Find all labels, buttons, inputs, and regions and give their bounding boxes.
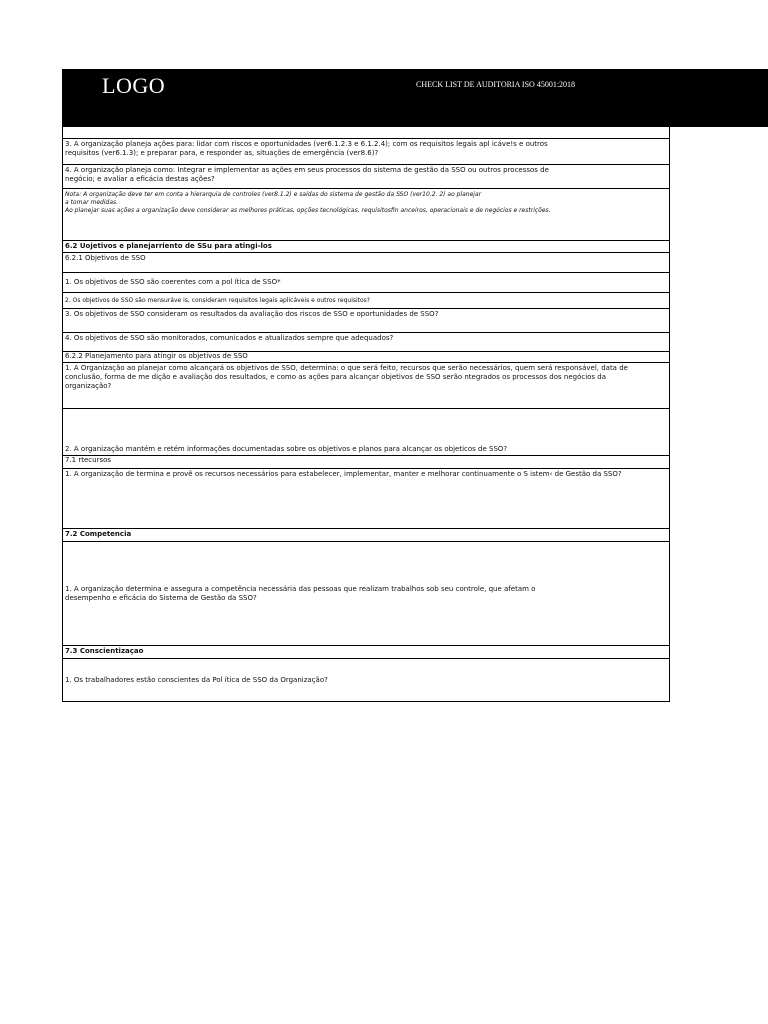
- section-title: 7.1 rtecursos: [65, 456, 112, 464]
- question-row-7-1-1: [63, 469, 669, 529]
- section-title: 7.3 Conscientizaçao: [65, 647, 144, 655]
- section-title: 7.2 Competencia: [65, 530, 132, 538]
- question-row-7-2-1: [63, 542, 669, 646]
- section-heading-6-2: [63, 241, 669, 253]
- checklist-table: [62, 127, 670, 702]
- question-text: 1. A organização determina e assegura a competência necessária das pessoas que realizam trabalhos sob seu controle, que afetam o: [65, 584, 536, 593]
- question-row-6-2-1-2: [63, 293, 669, 309]
- section-heading-7-3: [63, 646, 669, 659]
- question-row-7-3-1: [63, 659, 669, 702]
- logo-placeholder: LOGO: [102, 73, 166, 98]
- note-text: Nota: A organização deve ter em conta a hierarquia de controles (ver8.1.2) e saídas do sistema de gestão da SSO (ver10.2. 2) ao planejar: [65, 191, 482, 198]
- question-text: 1. A organização de termina e provê os recursos necessários para estabelecer, implementar, manter e melhorar continuamente o S istem‹ de Gestão da SSO?: [65, 470, 622, 478]
- question-row-6-2-2-1: [63, 363, 669, 409]
- section-title: 6.2.1 Objetivos de SSO: [65, 254, 146, 262]
- question-text: conclusão, forma de me dição e avaliação dos resultados, e como as ações para alcançar objetivos de SSO serão ntegrados os processos dos negócios da: [65, 373, 607, 381]
- question-text: 4. Os objetivos de SSO são monitorados, comunicados e atualizados sempre que adequados?: [65, 334, 394, 342]
- question-row-6-2-1-3: [63, 309, 669, 333]
- section-heading-7-2: [63, 529, 669, 542]
- question-text: 3. Os objetivos de SSO consideram os resultados da avaliação dos riscos de SSO e oportunidades de SSO?: [65, 310, 439, 318]
- document-title: CHECK LIST DE AUDITORIA ISO 45001:2018: [416, 80, 576, 89]
- document-header: [62, 69, 768, 127]
- note-text: Ao planejar suas ações a organização deve considerar as melhores práticas, opções tecnológicas, requisitosfin anceiros, operacionais e de negócios e restrições.: [65, 207, 551, 214]
- empty-row: [63, 127, 669, 139]
- question-text: 1. A Organização ao planejar como alcançará os objetivos de SSO, determina: o que será feito, recursos que serão necessários, quem será responsável, data de: [65, 364, 628, 372]
- section-heading-6-2-2: [63, 352, 669, 363]
- question-row-4: [63, 165, 669, 189]
- question-text: 1. Os objetivos de SSO são coerentes com a pol ítica de SSO*: [65, 278, 281, 286]
- question-row-3: [63, 139, 669, 165]
- question-row-6-2-2-2: [63, 409, 669, 456]
- question-row-6-2-1-1: [63, 273, 669, 293]
- question-text: desempenho e eficácia do Sistema de Gestão da SSO?: [65, 593, 257, 602]
- question-text: negócio; e avaliar a eficácia destas ações?: [65, 175, 215, 183]
- section-heading-6-2-1: [63, 253, 669, 273]
- question-row-6-2-1-4: [63, 333, 669, 352]
- question-text: 4. A organização planeja como: Integrar e implementar as ações em seus processos do sistema de gestão da SSO ou outros processos de: [65, 166, 549, 174]
- question-text: 2. A organização mantém e retém informações documentadas sobre os objetivos e planos para alcançar os objeticos de SSO?: [65, 445, 508, 453]
- section-title: 6.2.2 Planejamento para atingir os objetivos de SSO: [65, 352, 248, 360]
- section-heading-7-1: [63, 456, 669, 469]
- note-text: a tomar medidas.: [65, 199, 119, 206]
- question-text: 3. A organização planeja ações para: lidar com riscos e oportunidades (ver6.1.2.3 e 6.1.2.4); com os requisitos legais apl icáve!s e outros: [65, 140, 548, 148]
- question-text: organização?: [65, 382, 112, 390]
- question-text: requisitos (ver6.1.3); e preparar para, e responder as, situações de emergência (ver8.6)?: [65, 149, 379, 157]
- section-title: 6.2 Uojetivos e planejarriento de SSu para atingi-los: [65, 242, 272, 250]
- note-row: [63, 189, 669, 241]
- question-text: 1. Os trabalhadores estão conscientes da Pol ítica de SSO da Organização?: [65, 675, 328, 684]
- question-text: 2. Os objetivos de SSO são mensuráve is, consideram requisitos legais aplicáveis e outros requisitos?: [65, 296, 370, 304]
